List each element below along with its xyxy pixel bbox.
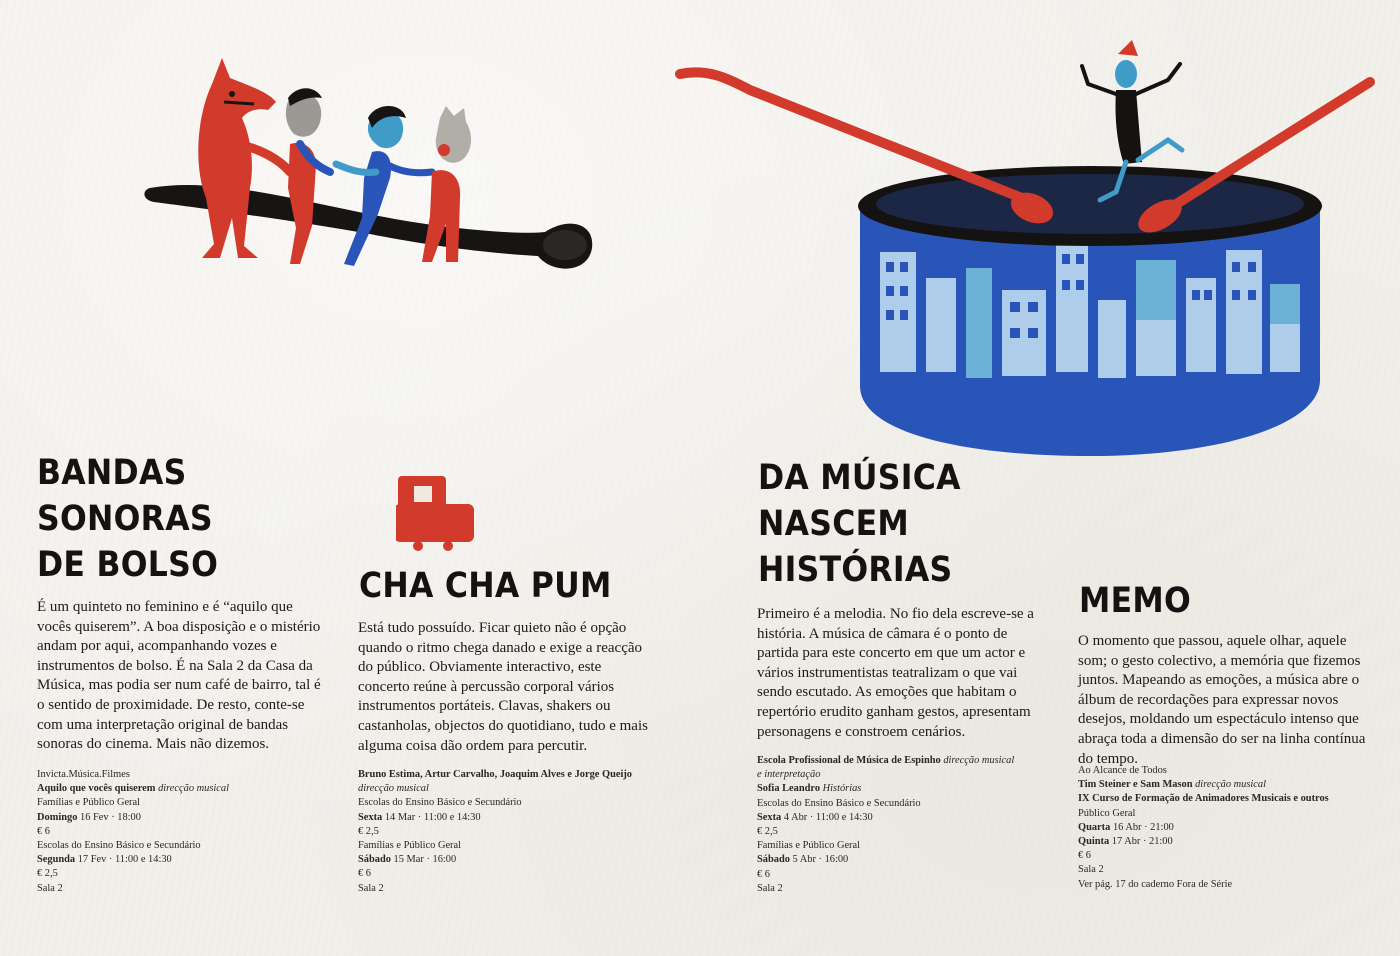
body-text: O momento que passou, aquele olhar, aquele som; o gesto colectivo, a memória que fizemos juntos. Mapeando as emoções, a música abre o álbum de recordações para expressar novos desejos, moldando um espectáculo intenso que abraça toda a dimensão do ser na linha contínua do tempo.: [1078, 633, 1366, 767]
info-line: Sexta 4 Abr · 11:00 e 14:30: [757, 811, 873, 823]
info-line: Famílias e Público Geral: [358, 840, 462, 852]
info-line: Ao Alcance de Todos: [1078, 765, 1167, 776]
info-line: Quarta 16 Abr · 21:00: [1078, 821, 1174, 833]
article-body-memo: [1078, 632, 1370, 769]
body-text: Primeiro é a melodia. No fio dela escreve-se a história. A música de câmara é o ponto de partida para este concerto em que um actor e vários instrumentistas teatralizam o que vai sendo escutado. As emoções que habitam o repertório erudito ganham gestos, apresentam personagens e constroem cenários.: [757, 606, 1034, 740]
title-line: DA MÚSICA: [758, 458, 961, 498]
info-line: € 6: [358, 868, 371, 880]
body-text: É um quinteto no feminino e é “aquilo que vocês quiserem”. A boa disposição e o mistério andam por aqui, acompanhando vozes e instrumentos de bolso. É na Sala 2 da Casa da Música, mas podia ser num café de bairro, tal é o sentido de proximidade. De resto, conte-se com uma interpretação original de bandas sonoras do cinema. Mais não dizemos.: [37, 599, 321, 753]
info-line: Sofia Leandro Histórias: [757, 783, 862, 795]
title-line: CHA CHA PUM: [359, 566, 612, 606]
info-line: Domingo 16 Fev · 18:00: [37, 811, 141, 823]
info-line: Sábado 15 Mar · 16:00: [358, 854, 457, 866]
title-line: SONORAS: [37, 499, 213, 539]
info-line: e interpretação: [757, 769, 821, 781]
info-line: Bruno Estima, Artur Carvalho, Joaquim Alves e Jorge Queijo: [358, 769, 633, 780]
info-line: Escolas do Ensino Básico e Secundário: [757, 797, 921, 809]
article-title-bandas-sonoras: [37, 450, 218, 588]
info-line: € 6: [37, 825, 50, 837]
info-line: Escolas do Ensino Básico e Secundário: [358, 797, 522, 809]
article-title-memo: [1079, 578, 1191, 624]
info-line: Invicta.Música.Filmes: [37, 769, 130, 780]
article-info-da-musica: [757, 754, 1057, 896]
info-line: Ver pág. 17 do caderno Fora de Série: [1078, 878, 1233, 890]
title-line: HISTÓRIAS: [758, 550, 953, 590]
info-line: direcção musical: [358, 783, 429, 795]
info-line: € 6: [1078, 850, 1091, 862]
title-line: MEMO: [1079, 581, 1192, 621]
article-title-cha-cha-pum: [359, 563, 612, 609]
creatures-riding-spoon-illustration: [140, 48, 600, 288]
info-line: Público Geral: [1078, 807, 1136, 819]
article-body-da-musica: [757, 605, 1047, 742]
body-text: Está tudo possuído. Ficar quieto não é opção quando o ritmo chega danado e exige a reacção do público. Obviamente interactivo, este concerto reúne à percussão corporal vários instrumentos portáteis. Clavas, shakers ou castanholas, objectos do quotidiano, tudo e mais alguma coisa dão ordem para percutir.: [358, 620, 648, 754]
info-line: IX Curso de Formação de Animadores Musicais e outros: [1078, 793, 1329, 805]
info-line: Famílias e Público Geral: [757, 840, 861, 852]
info-line: Sala 2: [1078, 864, 1104, 876]
article-body-cha-cha-pum: [358, 619, 648, 756]
article-title-da-musica: [758, 455, 961, 593]
info-line: Sexta 14 Mar · 11:00 e 14:30: [358, 811, 481, 823]
info-line: Sábado 5 Abr · 16:00: [757, 854, 849, 866]
title-line: BANDAS: [37, 453, 187, 493]
info-line: Sala 2: [358, 882, 384, 894]
info-line: € 6: [757, 868, 770, 880]
article-info-cha-cha-pum: [358, 768, 658, 896]
city-drum-illustration: [670, 40, 1380, 470]
article-info-memo: [1078, 764, 1378, 892]
title-line: DE BOLSO: [37, 545, 219, 585]
info-line: Famílias e Público Geral: [37, 797, 141, 809]
article-body-bandas-sonoras: [37, 598, 325, 755]
info-line: Sala 2: [37, 882, 63, 894]
info-line: Sala 2: [757, 882, 783, 894]
info-line: € 2,5: [757, 826, 778, 838]
info-line: Aquilo que vocês quiserem direcção musical: [37, 783, 229, 795]
info-line: Segunda 17 Fev · 11:00 e 14:30: [37, 854, 172, 866]
red-robot-illustration: [396, 466, 486, 556]
info-line: Escolas do Ensino Básico e Secundário: [37, 840, 201, 852]
article-info-bandas-sonoras: [37, 768, 327, 896]
info-line: € 2,5: [37, 868, 58, 880]
info-line: Escola Profissional de Música de Espinho direcção musical: [757, 755, 1015, 766]
info-line: € 2,5: [358, 825, 379, 837]
title-line: NASCEM: [758, 504, 910, 544]
info-line: Tim Steiner e Sam Mason direcção musical: [1078, 779, 1266, 791]
info-line: Quinta 17 Abr · 21:00: [1078, 836, 1173, 848]
